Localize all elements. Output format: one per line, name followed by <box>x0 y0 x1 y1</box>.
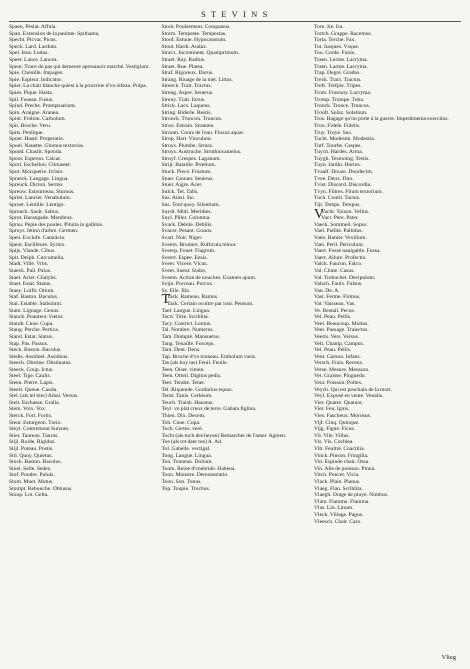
dictionary-entry: Tang. Tenaille. Forceps. <box>161 340 215 347</box>
dictionary-entry: Vil. Vile. Villus. <box>314 432 350 439</box>
dictionary-entry: Sveerp. Fouet. Flagrum. <box>161 248 216 255</box>
dictionary-entry: Sport. Eschellon. Climaster. <box>9 162 72 169</box>
dictionary-entry: Spijs. Viande. Cibus. <box>9 248 56 255</box>
dictionary-entry: Treck. Tract. Tractus. <box>314 76 362 83</box>
dictionary-entry: Sveer. Vicere. Vlcus. <box>161 261 208 268</box>
dictionary-entry: Vier. Feu. Ignis. <box>314 406 350 413</box>
column-2 <box>162 24 309 525</box>
dictionary-entry: Trap. Degré. Gradus. <box>314 70 361 77</box>
dictionary-entry: Stuer. Aigre. Acer. <box>161 182 203 189</box>
dictionary-entry: String. Riderle. Restis. <box>161 109 212 116</box>
dictionary-entry: Vlaeg. Flan. Scriblita. <box>314 485 363 492</box>
dictionary-entry: Tack. Rameau. Ramus. <box>167 294 219 301</box>
dictionary-entry: Tuyn. Jardin. Hortus. <box>314 162 362 169</box>
dictionary-entry: Sveet. Sueur. Sudor. <box>161 267 207 274</box>
dictionary-entry: Stock. Baston. Baculus. <box>9 459 62 466</box>
dictionary-entry: Spies. Pique. Hasta. <box>9 89 54 96</box>
dictionary-entry: Suyl. Piller. Columna. <box>161 215 211 222</box>
dictionary-entry: Traen. Lerme. Lacryma. <box>314 56 368 63</box>
dictionary-entry: Torn. Ire. Ira. <box>314 24 344 30</box>
dictionary-entry: Tvee. Deux. Duo. <box>314 175 354 182</box>
column-3 <box>314 24 461 525</box>
dictionary-entry: Tael. Langue. Lingua. <box>161 307 211 314</box>
dictionary-entry: Spie. Cheuille. Impages. <box>9 70 64 77</box>
dictionary-entry: Svacer. Pesant. Grauis. <box>161 228 213 235</box>
dictionary-entry: Tvyn. Filtres. Filum textorium. <box>314 188 384 195</box>
dictionary-entry: Strop. Hart. Vinculum. <box>161 136 213 143</box>
dictionary-entry: Treft. Trefpie. Tripes. <box>314 83 362 90</box>
dictionary-entry: Vacht. Toison. Vellus. <box>321 208 370 215</box>
dictionary-entry: Stijl. Poteau. Postis. <box>9 446 54 452</box>
dictionary-entry: Val. Trebuchet. Decipulum. <box>314 274 376 281</box>
dictionary-entry: Vel. Peau. Pellis. <box>314 314 352 321</box>
dictionary-entry: Strijt. Bataille. Prœlium. <box>161 162 216 169</box>
dictionary-entry: Strael. Ray. Radius. <box>161 56 206 63</box>
dictionary-entry: Stanck. Puanteur. Fœtor. <box>9 314 64 321</box>
dictionary-entry: Steeck. Coup. Ictus. <box>9 366 54 373</box>
dictionary-entry: Tortch. Grappe. Racemus. <box>314 30 373 37</box>
columns <box>9 24 461 525</box>
dictionary-entry: Tacrt. Tirte. Scriblita. <box>161 314 210 321</box>
dictionary-entry: Staet. Estat. Status. <box>9 281 52 288</box>
dictionary-entry: Staeck. Pail. Palus. <box>9 267 52 274</box>
dictionary-entry: Struyf. Crespes. Laganum. <box>161 155 221 162</box>
dictionary-entry: Vael. Pallite. Pallidus. <box>314 228 363 235</box>
dictionary-entry: Vijf. Cinq. Quinque. <box>314 419 360 426</box>
dictionary-entry: Toon. Monstre. Demonstratio. <box>161 472 229 479</box>
dictionary-entry: Vaen. Banier. Vexillum. <box>314 235 367 241</box>
dictionary-entry: Standt. Cuue. Cupa. <box>9 320 54 327</box>
dictionary-entry: Steur. Esturgeon. Turio. <box>9 419 62 426</box>
dictionary-entry: Stadt. Ville. Vrbs. <box>9 261 49 268</box>
dictionary-entry: Van. De. A. <box>314 287 340 294</box>
dictionary-entry: Vies. Fascheux. Morosus. <box>314 413 372 420</box>
dictionary-entry: Toe (als tot daer toe) A. Ad. <box>161 439 223 446</box>
dictionary-entry: Vitch. Poncet. Vicia. <box>314 472 360 479</box>
dictionary-entry: Streng. Aspre. Seuerus. <box>161 89 214 96</box>
dictionary-entry: Stompt. Rebouche. Obtusus. <box>9 485 73 492</box>
dictionary-entry: Svijn. Porceau. Porcus. <box>161 281 214 288</box>
dictionary-entry: Spruyt. Jetton d'arbre. Germen. <box>9 228 79 235</box>
dictionary-entry: Trou. Fidele. Fidelis. <box>314 122 361 129</box>
dictionary-entry: Tuygh. Tesmoing. Testis. <box>314 155 370 162</box>
dictionary-entry: Stam. Lignage. Genus. <box>9 307 60 314</box>
dictionary-entry: Vlaegh. Orage de pluye. Nimbus. <box>314 492 389 499</box>
dictionary-entry: Sulck. Tel. Talis. <box>161 188 199 195</box>
dictionary-entry: Trom. Fouruoy. Lacryma. <box>314 89 372 96</box>
dictionary-entry: Vaert. Allure. Profectio. <box>314 254 367 261</box>
dictionary-entry: Spel. Ieus. Ludus. <box>9 50 49 57</box>
dictionary-entry: Storm. Tempeste. Tempestas. <box>161 30 227 37</box>
dictionary-entry: Valck. Faucon. Falco. <box>314 261 363 268</box>
dictionary-entry: Vaer. Peril. Periculum. <box>314 241 365 248</box>
dictionary-entry: Ton. Tonneau. Dolium. <box>161 459 213 466</box>
dictionary-entry: Strick. Lacs. Laqueus. <box>161 103 211 110</box>
dictionary-entry: Stout. Hardi. Audax. <box>161 43 208 50</box>
dictionary-entry: Teen. Orteil. Digitus pedis. <box>161 373 222 380</box>
dictionary-entry: Tuych. Hardes. Arma. <box>314 149 363 156</box>
dictionary-entry: Stem. Voix. Vox. <box>9 406 47 413</box>
dictionary-entry: Vel. Peau. Pellis. <box>314 347 352 354</box>
dictionary-entry: Toch. Certes. verè. <box>161 426 204 433</box>
dictionary-entry: Spaen, Pèslat. Affula. <box>9 24 57 30</box>
dictionary-entry: Tvist. Discord. Discordia. <box>314 182 372 189</box>
dictionary-entry: Vijg. Figue. Ficus. <box>314 426 356 433</box>
dictionary-entry: Speer. Lance. Lancea. <box>9 56 58 63</box>
dictionary-entry: Spits. Penlique. <box>9 129 44 136</box>
dictionary-entry: Stuck. Piece. Frustum. <box>161 169 212 176</box>
column-1 <box>9 24 156 525</box>
dictionary-entry: Span. Extension de la paulme. Spithama. <box>9 30 100 37</box>
dictionary-entry: Staey. Loifir. Otium. <box>9 287 55 294</box>
dictionary-entry: Toon. Son. Tonus. <box>161 478 202 485</box>
dictionary-entry: Vet. Graisse. Pinguedo. <box>314 373 366 380</box>
dictionary-entry: Velt. Champ. Campus. <box>314 340 365 347</box>
dictionary-entry: Spoor. Esperon. Calcar. <box>9 155 62 162</box>
dictionary-entry: Spot. Mocquerie. Irrisio. <box>9 169 64 176</box>
dictionary-entry: Tros. Bagage qu'on porte à la guerre. Impedimenta exercitus. <box>314 116 449 123</box>
dictionary-entry: Sproet. Lentille. Lentigo. <box>9 202 65 209</box>
dictionary-entry: Stand. Estat. Status. <box>9 333 54 340</box>
dictionary-entry: Tal. Nombre. Numerus. <box>161 327 214 334</box>
dictionary-entry: Teer. Tendre. Tener. <box>161 380 206 387</box>
dictionary-entry: Vleck. Village. Pagus. <box>314 511 364 518</box>
catchword: Vlieg <box>441 654 456 661</box>
dictionary-entry: Straet. Rue. Platea. <box>161 63 204 70</box>
dictionary-entry: Torta. Terche. Fax. <box>314 37 356 44</box>
dictionary-entry: Tucht. Modestie. Modestia. <box>314 136 376 143</box>
dictionary-entry: Tol. Gabelle. vectigal. <box>161 446 211 452</box>
dictionary-entry: Sveem. Brodure. Rufticula minor. <box>161 241 237 248</box>
dictionary-entry: Veel. Beaucoup. Multus. <box>314 320 369 327</box>
dictionary-entry: Stedis. Assiduel. Assiduus. <box>9 353 69 360</box>
dictionary-entry: Stuer. Gouuer. Seuerus. <box>161 175 214 182</box>
dictionary-entry: Vlas. Lin. Linum. <box>314 505 354 512</box>
dictionary-entry: Stelt. Eschasse. Grallа. <box>9 399 61 406</box>
dictionary-entry: Truy. Truye. Sus. <box>314 129 353 136</box>
dictionary-entry: Speu. Exclufe. Catarácta. <box>9 235 66 241</box>
dictionary-entry: Vacr. Pere. Pater. <box>321 215 359 222</box>
dictionary-entry: Steert. Queue. Cauda. <box>9 386 58 393</box>
dictionary-entry: Spie. Espieur. Indicator. <box>9 76 63 83</box>
dictionary-entry: Sveert. Espee. Ensis. <box>161 254 208 261</box>
dictionary-entry: Vin. Espinde chair. Ossa. <box>314 459 370 466</box>
dictionary-entry: Sprau. Pepie des poules. Pituita in gallinis. <box>9 221 104 228</box>
dictionary-entry: Suydt. Midi. Meridies. <box>161 208 212 215</box>
dictionary-entry: Verse. Mesure. Mensura. <box>314 366 370 373</box>
dictionary-entry: Steen. Pierre. Lapis. <box>9 380 54 387</box>
dictionary-entry: Vinck. Pinson. Fringilla. <box>314 452 369 459</box>
dictionary-entry: Spriet. Lancier. Venabulum. <box>9 195 72 202</box>
dictionary-entry: Tvaalf. Douze. Duodecim. <box>314 169 374 176</box>
dictionary-entry: Teyl. vn plat creux de terre. Gabata figlina. <box>161 406 257 413</box>
dictionary-entry: Traen. Larme. Lacryma. <box>314 63 368 70</box>
dictionary-entry: Spoet. Hasté. Properatio. <box>9 136 65 143</box>
dictionary-entry: Tocht (als toch des heyen) Remarcher de l'amer. Agmen. <box>161 432 287 439</box>
page-header: S T E V I N S <box>201 9 269 19</box>
dictionary-entry: Stier. Taureau. Taurus. <box>9 432 59 439</box>
section-initial: V <box>314 206 325 222</box>
dictionary-entry: Stronck. Troncon. Truncus. <box>161 116 223 123</box>
dictionary-entry: Spraeck. Langage. Lingua. <box>9 175 69 182</box>
dictionary-entry: Thien. Dix. Decem. <box>161 413 206 420</box>
dictionary-entry: Spreuck. Dicton. Sermo. <box>9 182 64 189</box>
dictionary-entry: Ve. Bestail. Pecus. <box>314 307 356 314</box>
dictionary-entry: Stom. Muet. Mutus. <box>9 478 54 485</box>
dictionary-entry: Veur. Poisson. Pollex. <box>314 380 363 387</box>
dictionary-entry: Vleesch. Chair. Caro. <box>314 518 362 525</box>
dictionary-entry: Spoel. Nauette. Glomus textorius. <box>9 142 85 149</box>
dictionary-entry: Vent. Garson. Infans. <box>314 353 361 360</box>
dictionary-entry: Staf. Baston. Baculus. <box>9 294 59 301</box>
dictionary-entry: Steel. Tige. Caulis. <box>9 373 52 380</box>
dictionary-entry: Speut. Esclifeure. Syrinx. <box>9 241 66 248</box>
dictionary-entry: Tob. Cuue. Cupa. <box>161 419 201 426</box>
dictionary-entry: Tijt. Temps. Tempus. <box>314 202 361 209</box>
dictionary-entry: Svack. Debile. Debilis. <box>161 221 213 228</box>
dictionary-entry: Streuy. Trait. Iictus. <box>161 96 206 103</box>
dictionary-entry: Struys. Austruche. Struthiocamelus. <box>161 149 242 156</box>
dictionary-entry: Trooft. Solaz. Solatium. <box>314 109 368 116</box>
dictionary-entry: Strang. Riuage de la mer. Littus. <box>161 76 233 83</box>
dictionary-entry: Spit. Broche. Veru. <box>9 122 52 129</box>
dictionary-entry: Turf. Tourbe. Cespes. <box>314 142 362 149</box>
dictionary-entry: Tap. Broche d'vn tonneau. Embolum vasis. <box>161 353 257 360</box>
dictionary-entry: Spreuw. Estourneau. Sturnus. <box>9 188 75 195</box>
dictionary-entry: Speur. Trace du pas qui demeure apresauoir marché. Vestigium. <box>9 63 150 70</box>
dictionary-entry: Stoot. Poulsement. Conquasus. <box>161 24 231 30</box>
dictionary-entry: Stael. Acier. Chalybs. <box>9 274 57 281</box>
dictionary-entry: Vlam. Flamme. Flamma. <box>314 498 370 505</box>
dictionary-entry: Tong. Langue. Lingua. <box>161 452 213 459</box>
dictionary-entry: Vat. Vaisseau. Vas. <box>314 300 356 307</box>
dictionary-entry: Stal. Estable. Stabulum. <box>9 300 63 307</box>
dictionary-entry: Svart. Noir. Niger. <box>161 235 203 241</box>
dictionary-entry: Val. Chute. Casus. <box>314 267 355 274</box>
dictionary-entry: Veych. Qui est prochain de la mort. <box>314 386 393 393</box>
dictionary-entry: Spil. Fuseau. Fusus. <box>9 96 54 103</box>
dictionary-entry: Specht. Picvar. Picus. <box>9 37 57 44</box>
dictionary-entry: Tuch. Coutil. Tactus. <box>314 195 361 202</box>
dictionary-entry: Stang. Perche. Pertica. <box>9 327 60 334</box>
dictionary-entry: Veer. Passage. Traiectus. <box>314 327 369 334</box>
dictionary-entry: Tenst. Tanis. Cerbeum. <box>161 393 213 400</box>
dictionary-entry: Stof. Poudre. Puluis. <box>9 472 55 479</box>
dictionary-entry: Tack. Certain ocultre par iour. Pensum. <box>167 300 254 307</box>
dictionary-entry: Vis. Vis. Cochlea. <box>314 439 354 446</box>
dictionary-entry: Spond. Chaslit. Sponda. <box>9 149 63 156</box>
dictionary-entry: Vaeck. Sommeil. Sopor. <box>314 221 368 228</box>
dictionary-entry: Vin. Alle de poisson. Pinna. <box>314 465 376 472</box>
dictionary-entry: Streeck. Trait. Tractus. <box>161 83 212 90</box>
dictionary-entry: Stijl. Roide. Rigidus. <box>9 439 56 446</box>
dictionary-entry: Veyl. Exposé en vente. Venalis. <box>314 393 384 400</box>
dictionary-entry: Sy. Elle. Illa. <box>161 287 191 294</box>
dictionary-entry: Stil. Quoy. Quietus. <box>9 452 53 459</box>
dictionary-entry: Sveem. Action de nouches. Examen apum. <box>161 274 257 281</box>
dictionary-entry: Spin. Araigne. Aranea. <box>9 109 60 116</box>
dictionary-entry: Tas (als hoy tas) Fenil. Fenile. <box>161 360 228 367</box>
dictionary-entry: Veerts. Vers. Versus. <box>314 333 360 340</box>
dictionary-entry: Struys. Plumbe. Strura. <box>161 142 214 149</box>
dictionary-entry: Stel. (als tel hier) Ainsi. Versus. <box>9 393 79 400</box>
header-rule <box>9 21 461 22</box>
dictionary-entry: Spind. Preche. Promptuarium. <box>9 103 77 110</box>
dictionary-entry: Stoop. Lot. Gelta. <box>9 492 49 499</box>
dictionary-entry: Spit. Deiph. Curcumella. <box>9 254 65 261</box>
dictionary-entry: Tam. Dompté. Mansuetus. <box>161 333 221 340</box>
section-initial: T <box>161 292 171 308</box>
dictionary-entry: Sterck. Fort. Fortis. <box>9 413 53 420</box>
dictionary-entry: Tromp. Trompe. Tuba. <box>314 96 365 103</box>
dictionary-entry: Vaert. Fosse nauigable. Fossa. <box>314 248 381 255</box>
dictionary-entry: Vast. Ferme. Firmus. <box>314 294 361 301</box>
dictionary-entry: Stoof. Estuue. Hypocaustum. <box>161 37 227 44</box>
dictionary-entry: Tel. Riquende. Gradarius equus. <box>161 386 233 393</box>
dictionary-entry: Teuch. Traish. Haustus. <box>161 399 214 406</box>
dictionary-entry: Stoel. Selle. Sedes. <box>9 465 52 472</box>
dictionary-entry: Sprot. Harangade. Membras. <box>9 215 74 222</box>
dictionary-entry: Vlack. Plain. Planus. <box>314 478 361 485</box>
dictionary-entry: Valsch. Faulx. Falsus. <box>314 281 363 288</box>
dictionary-entry: Steech. Obstine. Obstinatus. <box>9 360 72 367</box>
dictionary-entry: Speck. Lard. Lardum. <box>9 43 58 50</box>
dictionary-entry: Tant. Dent. Dens. <box>161 347 201 354</box>
dictionary-entry: Spier. La chair blanche quiest à la poictrine d'vn oifeau. Pulpa. <box>9 83 148 90</box>
dictionary-entry: Steck. Baston. Baculus. <box>9 347 62 354</box>
dictionary-entry: Stracx. Incontinent. Quamprimum. <box>161 50 240 57</box>
dictionary-entry: Vier. Quatre. Quatuor. <box>314 399 364 406</box>
dictionary-entry: Stroo. Estrain. Stramen. <box>161 122 215 129</box>
dictionary-entry: Tou. Corde. Funis. <box>314 50 356 57</box>
dictionary-entry: Sus. Ainsi. Sic. <box>161 195 196 202</box>
dictionary-entry: Toom. Reine d'vnebride. Habena. <box>161 465 236 472</box>
dictionary-entry: Steyl. Contremont Sursum. <box>9 426 70 433</box>
dictionary-entry: Stap. Pas. Passus. <box>9 340 49 347</box>
dictionary-entry: Teen. Oiser. vimen. <box>161 366 205 373</box>
dictionary-entry: Spint. Frobon. Carbolum. <box>9 116 66 123</box>
dictionary-entry: Sus. Tout quoy. Silentium. <box>161 202 221 209</box>
dictionary-entry: Stroom. Cours de l'eau. Fluxus aquæ. <box>161 129 245 136</box>
dictionary-entry: Versch. Frais. Recens. <box>314 360 364 367</box>
dictionary-entry: Vilt. Feultre. Coactilia. <box>314 446 365 452</box>
dictionary-entry: Tot. Iusques. Vsque. <box>314 43 360 50</box>
dictionary-entry: Spronck. Sault. Saltus. <box>9 208 60 215</box>
dictionary-entry: Straf. Rigoreux. Durus. <box>161 70 214 77</box>
dictionary-entry: Tacy. Costrict. Lentus. <box>161 320 212 327</box>
dictionary-entry: Tronck. Tronce. Truncus. <box>314 103 371 110</box>
dictionary-entry: Top. Toupie. Trochus. <box>161 485 211 492</box>
